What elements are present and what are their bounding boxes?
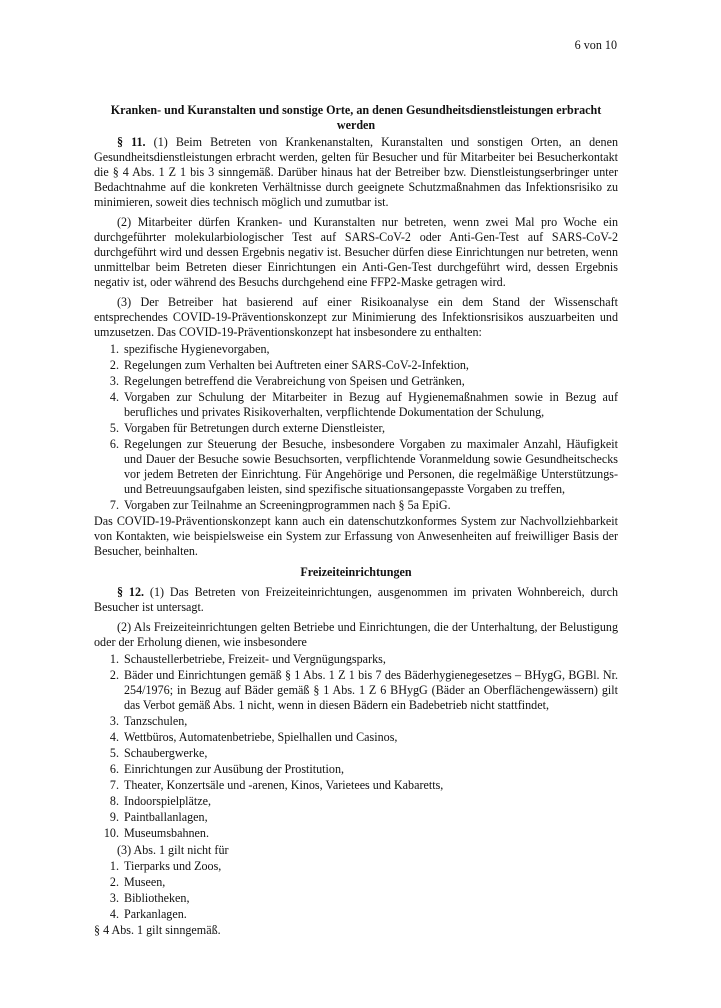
paragraph-12-2: (2) Als Freizeiteinrichtungen gelten Betriebe und Einrichtungen, die der Unterhaltung, der Belustigung oder der Erholung dienen, wie insbesondere xyxy=(94,620,618,649)
list-item xyxy=(94,794,618,809)
list-item xyxy=(94,421,618,436)
list-item xyxy=(94,826,618,841)
list-item-number: 4. xyxy=(109,390,119,404)
list-item xyxy=(94,730,618,745)
list-item-number: 5. xyxy=(109,421,119,435)
section-label-11: § 11. xyxy=(117,135,146,149)
document-content xyxy=(94,103,618,938)
list-item-number: 2. xyxy=(109,668,119,682)
paragraph-11-1-text: (1) Beim Betreten von Krankenanstalten, Kuranstalten und sonstigen Orten, an denen Gesundheitsdienstleistungen erbracht werden, gelten für Besucher und für Mitarbeiter bei Besucherkontakt die § 4 Abs. 1 Z 1 bis 3 sinngemäß. Darüber hinaus hat der Betreiber bzw. Dienstleistungserbringer unter Bedachtnahme auf die konkreten Verhältnisse durch geeignete Schutzmaßnahmen das Infektionsrisiko zu minimieren, soweit dies technisch möglich und zumutbar ist. xyxy=(94,135,618,209)
paragraph-11-3: (3) Der Betreiber hat basierend auf einer Risikoanalyse ein dem Stand der Wissenschaft entsprechendes COVID-19-Präventionskonzept zur Minimierung des Infektionsrisikos auszuarbeiten und umzusetzen. Das COVID-19-Präventionskonzept hat insbesondere zu enthalten: xyxy=(94,295,618,339)
list-11-3 xyxy=(94,342,618,513)
list-item-text: Wettbüros, Automatenbetriebe, Spielhallen und Casinos, xyxy=(124,730,398,744)
list-item-number: 1. xyxy=(109,342,119,356)
list-item-number: 4. xyxy=(109,730,119,744)
list-item xyxy=(94,342,618,357)
list-item-number: 3. xyxy=(109,891,119,905)
list-item-text: Bäder und Einrichtungen gemäß § 1 Abs. 1 Z 1 bis 7 des Bäderhygienegesetzes – BHygG, BGBl. Nr. 254/1976; in Bezug auf Bäder gemäß § 1 Abs. 1 Z 6 BHygG (Bäder an Oberflächengewässern) gilt das Verbot gemäß Abs. 1 nicht, wenn in diesen Bädern ein Badebetrieb nicht stattfindet, xyxy=(124,668,618,712)
list-item-text: spezifische Hygienevorgaben, xyxy=(124,342,270,356)
list-item-text: Schaubergwerke, xyxy=(124,746,208,760)
list-item xyxy=(94,652,618,667)
list-item xyxy=(94,374,618,389)
list-item-number: 8. xyxy=(109,794,119,808)
list-item xyxy=(94,907,618,922)
paragraph-11-2: (2) Mitarbeiter dürfen Kranken- und Kuranstalten nur betreten, wenn zwei Mal pro Woche ein durchgeführter molekularbiologischer Test auf SARS-CoV-2 oder Anti-Gen-Test auf SARS-CoV-2 durchgeführt wird und dessen Ergebnis negativ ist. Besucher dürfen diese Einrichtungen nur betreten, wenn unmittelbar beim Betreten dieser Einrichtungen ein Anti-Gen-Test durchgeführt wird, dessen Ergebnis negativ ist, oder während des Besuchs durchgehend eine FFP2-Maske getragen wird. xyxy=(94,215,618,289)
list-item xyxy=(94,762,618,777)
list-item-text: Regelungen betreffend die Verabreichung von Speisen und Getränken, xyxy=(124,374,465,388)
list-item xyxy=(94,810,618,825)
page-number: 6 von 10 xyxy=(574,38,617,52)
list-12-3 xyxy=(94,859,618,922)
list-item xyxy=(94,668,618,713)
section-label-12: § 12. xyxy=(117,585,145,599)
list-item-text: Tierparks und Zoos, xyxy=(124,859,222,873)
list-item-number: 7. xyxy=(109,498,119,512)
list-item-text: Vorgaben zur Schulung der Mitarbeiter in Bezug auf Hygienemaßnahmen sowie in Bezug auf berufliches und privates Risikoverhalten, verpflichtende Dokumentation der Schulung, xyxy=(124,390,618,419)
list-item-number: 6. xyxy=(109,762,119,776)
list-item-number: 3. xyxy=(109,714,119,728)
paragraph-12-3: (3) Abs. 1 gilt nicht für xyxy=(117,843,229,857)
list-item-text: Vorgaben für Betretungen durch externe Dienstleister, xyxy=(124,421,386,435)
list-item-number: 9. xyxy=(109,810,119,824)
list-item-number: 7. xyxy=(109,778,119,792)
list-item xyxy=(94,891,618,906)
list-item-number: 10. xyxy=(103,826,119,840)
list-item-text: Paintballanlagen, xyxy=(124,810,208,824)
list-item-number: 1. xyxy=(109,859,119,873)
paragraph-11-1 xyxy=(94,135,618,210)
list-item-text: Regelungen zum Verhalten bei Auftreten einer SARS-CoV-2-Infektion, xyxy=(124,358,469,372)
section-heading-health: Kranken- und Kuranstalten und sonstige Orte, an denen Gesundheitsdienstleistungen erbracht werden xyxy=(110,103,602,132)
list-item-number: 6. xyxy=(109,437,119,451)
list-item-text: Theater, Konzertsäle und -arenen, Kinos, Varietees und Kabaretts, xyxy=(124,778,444,792)
list-item xyxy=(94,875,618,890)
list-item-text: Museumsbahnen. xyxy=(124,826,209,840)
list-item xyxy=(94,746,618,761)
list-12-2 xyxy=(94,652,618,841)
section-heading-leisure: Freizeiteinrichtungen xyxy=(300,565,412,579)
list-item xyxy=(94,358,618,373)
paragraph-11-concept-note: Das COVID-19-Präventionskonzept kann auch ein datenschutzkonformes System zur Nachvollziehbarkeit von Kontakten, wie beispielsweise ein System zur Erfassung von Anwesenheiten auf freiwilliger Basis der Besucher, beinhalten. xyxy=(94,514,618,558)
list-item xyxy=(94,498,618,513)
list-item-text: Tanzschulen, xyxy=(124,714,188,728)
list-item-text: Museen, xyxy=(124,875,166,889)
list-item-text: Indoorspielplätze, xyxy=(124,794,211,808)
list-item-number: 3. xyxy=(109,374,119,388)
list-item xyxy=(94,859,618,874)
list-item-text: Parkanlagen. xyxy=(124,907,187,921)
list-item xyxy=(94,390,618,420)
paragraph-12-1-text: (1) Das Betreten von Freizeiteinrichtungen, ausgenommen im privaten Wohnbereich, durch Besucher ist untersagt. xyxy=(94,585,619,614)
paragraph-12-final: § 4 Abs. 1 gilt sinngemäß. xyxy=(94,923,221,937)
list-item xyxy=(94,437,618,497)
list-item-number: 5. xyxy=(109,746,119,760)
list-item-number: 1. xyxy=(109,652,119,666)
list-item xyxy=(94,714,618,729)
list-item xyxy=(94,778,618,793)
list-item-number: 2. xyxy=(109,875,119,889)
list-item-number: 4. xyxy=(109,907,119,921)
paragraph-12-1 xyxy=(94,585,618,615)
list-item-text: Bibliotheken, xyxy=(124,891,190,905)
list-item-text: Vorgaben zur Teilnahme an Screeningprogrammen nach § 5a EpiG. xyxy=(124,498,451,512)
list-item-text: Einrichtungen zur Ausübung der Prostitution, xyxy=(124,762,345,776)
list-item-number: 2. xyxy=(109,358,119,372)
list-item-text: Regelungen zur Steuerung der Besuche, insbesondere Vorgaben zu maximaler Anzahl, Häufigkeit und Dauer der Besuche sowie Besuchsorten, verpflichtende Voranmeldung sowie Gesundheitschecks vor jedem Betreten der Einrichtung. Für Angehörige und Personen, die regelmäßige Unterstützungs- und Betreuungsaufgaben leisten, sind spezifische situationsangepasste Vorgaben zu treffen, xyxy=(124,437,618,496)
list-item-text: Schaustellerbetriebe, Freizeit- und Vergnügungsparks, xyxy=(124,652,386,666)
